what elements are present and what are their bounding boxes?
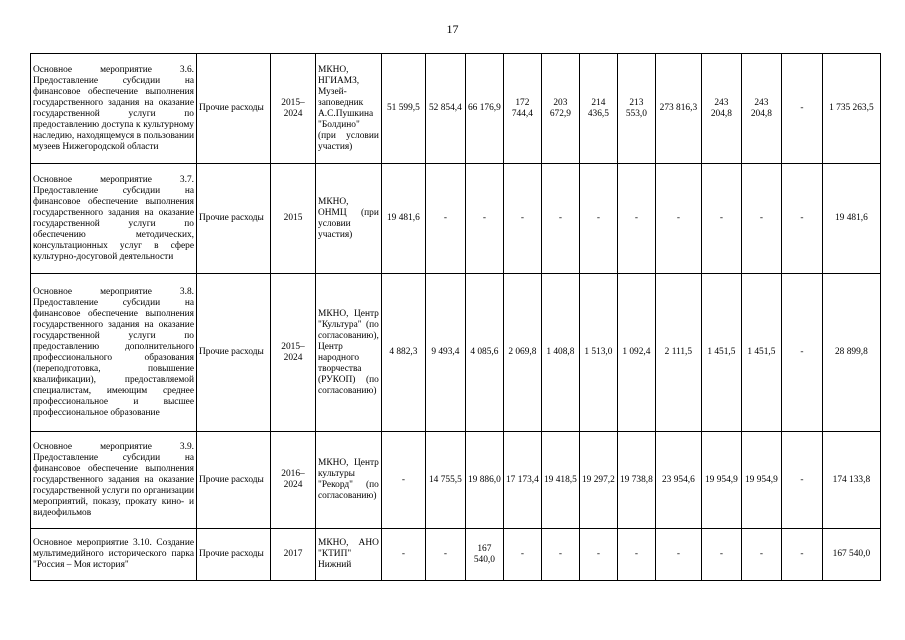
year-value-cell: 19 418,5: [541, 432, 579, 529]
year-value-cell: -: [781, 54, 822, 164]
year-value-cell: 52 854,4: [425, 54, 465, 164]
executor-cell: МКНО, НГИАМЗ, Музей-заповедник А.С.Пушкина "Болдино" (при условии участия): [316, 54, 382, 164]
year-value-cell: -: [425, 529, 465, 581]
total-value-cell: 167 540,0: [822, 529, 880, 581]
year-value-cell: -: [781, 164, 822, 274]
page-number: 17: [446, 22, 459, 36]
year-value-cell: 9 493,4: [425, 274, 465, 432]
year-value-cell: 243 204,8: [741, 54, 781, 164]
year-value-cell: 172 744,4: [503, 54, 541, 164]
year-value-cell: 1 513,0: [579, 274, 617, 432]
table-row: [31, 432, 881, 529]
executor-cell: МКНО, Центр культуры "Рекорд" (по согласованию): [316, 432, 382, 529]
period-cell: 2015: [271, 164, 316, 274]
year-value-cell: 214 436,5: [579, 54, 617, 164]
year-value-cell: -: [503, 164, 541, 274]
year-value-cell: 14 755,5: [425, 432, 465, 529]
year-value-cell: 1 408,8: [541, 274, 579, 432]
year-value-cell: -: [617, 529, 655, 581]
year-value-cell: 19 954,9: [701, 432, 741, 529]
year-value-cell: -: [381, 432, 425, 529]
measure-cell: Основное мероприятие 3.7. Предоставление субсидии на финансовое обеспечение выполнения государственного задания на оказание государственной услуги по обеспечению методических, консультационных услуг в сфере культурно-досуговой деятельности: [31, 164, 197, 274]
year-value-cell: 19 738,8: [617, 432, 655, 529]
measure-cell: Основное мероприятие 3.8. Предоставление субсидии на финансовое обеспечение выполнения государственного задания на оказание государственной услуги по предоставлению дополнительного профессионального образования (переподготовка, повышение квалификации), предоставляемой специалистам, имеющим среднее профессиональное и высшее профессиональное образование: [31, 274, 197, 432]
year-value-cell: -: [741, 529, 781, 581]
budget-table: [30, 53, 881, 581]
year-value-cell: 66 176,9: [465, 54, 503, 164]
measure-cell: Основное мероприятие 3.10. Создание мультимедийного исторического парка "Россия – Моя история": [31, 529, 197, 581]
year-value-cell: 1 451,5: [701, 274, 741, 432]
expense-type-cell: Прочие расходы: [197, 529, 271, 581]
year-value-cell: -: [701, 529, 741, 581]
measure-cell: Основное мероприятие 3.6. Предоставление субсидии на финансовое обеспечение выполнения государственного задания на оказание государственной услуги по предоставлению доступа к культурному наследию, находящемуся в пользовании музеев Нижегородской области: [31, 54, 197, 164]
year-value-cell: 243 204,8: [701, 54, 741, 164]
total-value-cell: 174 133,8: [822, 432, 880, 529]
year-value-cell: 23 954,6: [655, 432, 701, 529]
year-value-cell: 2 111,5: [655, 274, 701, 432]
year-value-cell: -: [381, 529, 425, 581]
total-value-cell: 1 735 263,5: [822, 54, 880, 164]
total-value-cell: 19 481,6: [822, 164, 880, 274]
period-cell: 2015–2024: [271, 274, 316, 432]
total-value-cell: 28 899,8: [822, 274, 880, 432]
expense-type-cell: Прочие расходы: [197, 432, 271, 529]
measure-cell: Основное мероприятие 3.9. Предоставление субсидии на финансовое обеспечение выполнения государственного задания на оказание государственной услуги по организации мероприятий, показу, прокату кино- и видеофильмов: [31, 432, 197, 529]
expense-type-cell: Прочие расходы: [197, 164, 271, 274]
year-value-cell: 4 085,6: [465, 274, 503, 432]
year-value-cell: -: [781, 274, 822, 432]
year-value-cell: 1 451,5: [741, 274, 781, 432]
expense-type-cell: Прочие расходы: [197, 274, 271, 432]
executor-cell: МКНО, ОНМЦ (при условии участия): [316, 164, 382, 274]
year-value-cell: -: [465, 164, 503, 274]
year-value-cell: -: [579, 529, 617, 581]
period-cell: 2016–2024: [271, 432, 316, 529]
expense-type-cell: Прочие расходы: [197, 54, 271, 164]
year-value-cell: 19 954,9: [741, 432, 781, 529]
year-value-cell: -: [617, 164, 655, 274]
year-value-cell: 51 599,5: [381, 54, 425, 164]
year-value-cell: 167 540,0: [465, 529, 503, 581]
year-value-cell: -: [541, 529, 579, 581]
year-value-cell: 2 069,8: [503, 274, 541, 432]
year-value-cell: 19 297,2: [579, 432, 617, 529]
year-value-cell: -: [425, 164, 465, 274]
executor-cell: МКНО, Центр "Культура" (по согласованию), Центр народного творчества (РУКОП) (по согласованию): [316, 274, 382, 432]
year-value-cell: -: [655, 164, 701, 274]
period-cell: 2015–2024: [271, 54, 316, 164]
period-cell: 2017: [271, 529, 316, 581]
year-value-cell: 203 672,9: [541, 54, 579, 164]
year-value-cell: -: [579, 164, 617, 274]
year-value-cell: 4 882,3: [381, 274, 425, 432]
executor-cell: МКНО, АНО "КТИП" Нижний: [316, 529, 382, 581]
table-row: [31, 164, 881, 274]
year-value-cell: 213 553,0: [617, 54, 655, 164]
year-value-cell: -: [541, 164, 579, 274]
year-value-cell: 19 886,0: [465, 432, 503, 529]
table-row: [31, 274, 881, 432]
year-value-cell: 17 173,4: [503, 432, 541, 529]
year-value-cell: -: [655, 529, 701, 581]
year-value-cell: 19 481,6: [381, 164, 425, 274]
year-value-cell: 1 092,4: [617, 274, 655, 432]
year-value-cell: -: [781, 529, 822, 581]
year-value-cell: -: [781, 432, 822, 529]
year-value-cell: -: [701, 164, 741, 274]
year-value-cell: -: [741, 164, 781, 274]
year-value-cell: -: [503, 529, 541, 581]
table-row: [31, 529, 881, 581]
table-row: [31, 54, 881, 164]
year-value-cell: 273 816,3: [655, 54, 701, 164]
